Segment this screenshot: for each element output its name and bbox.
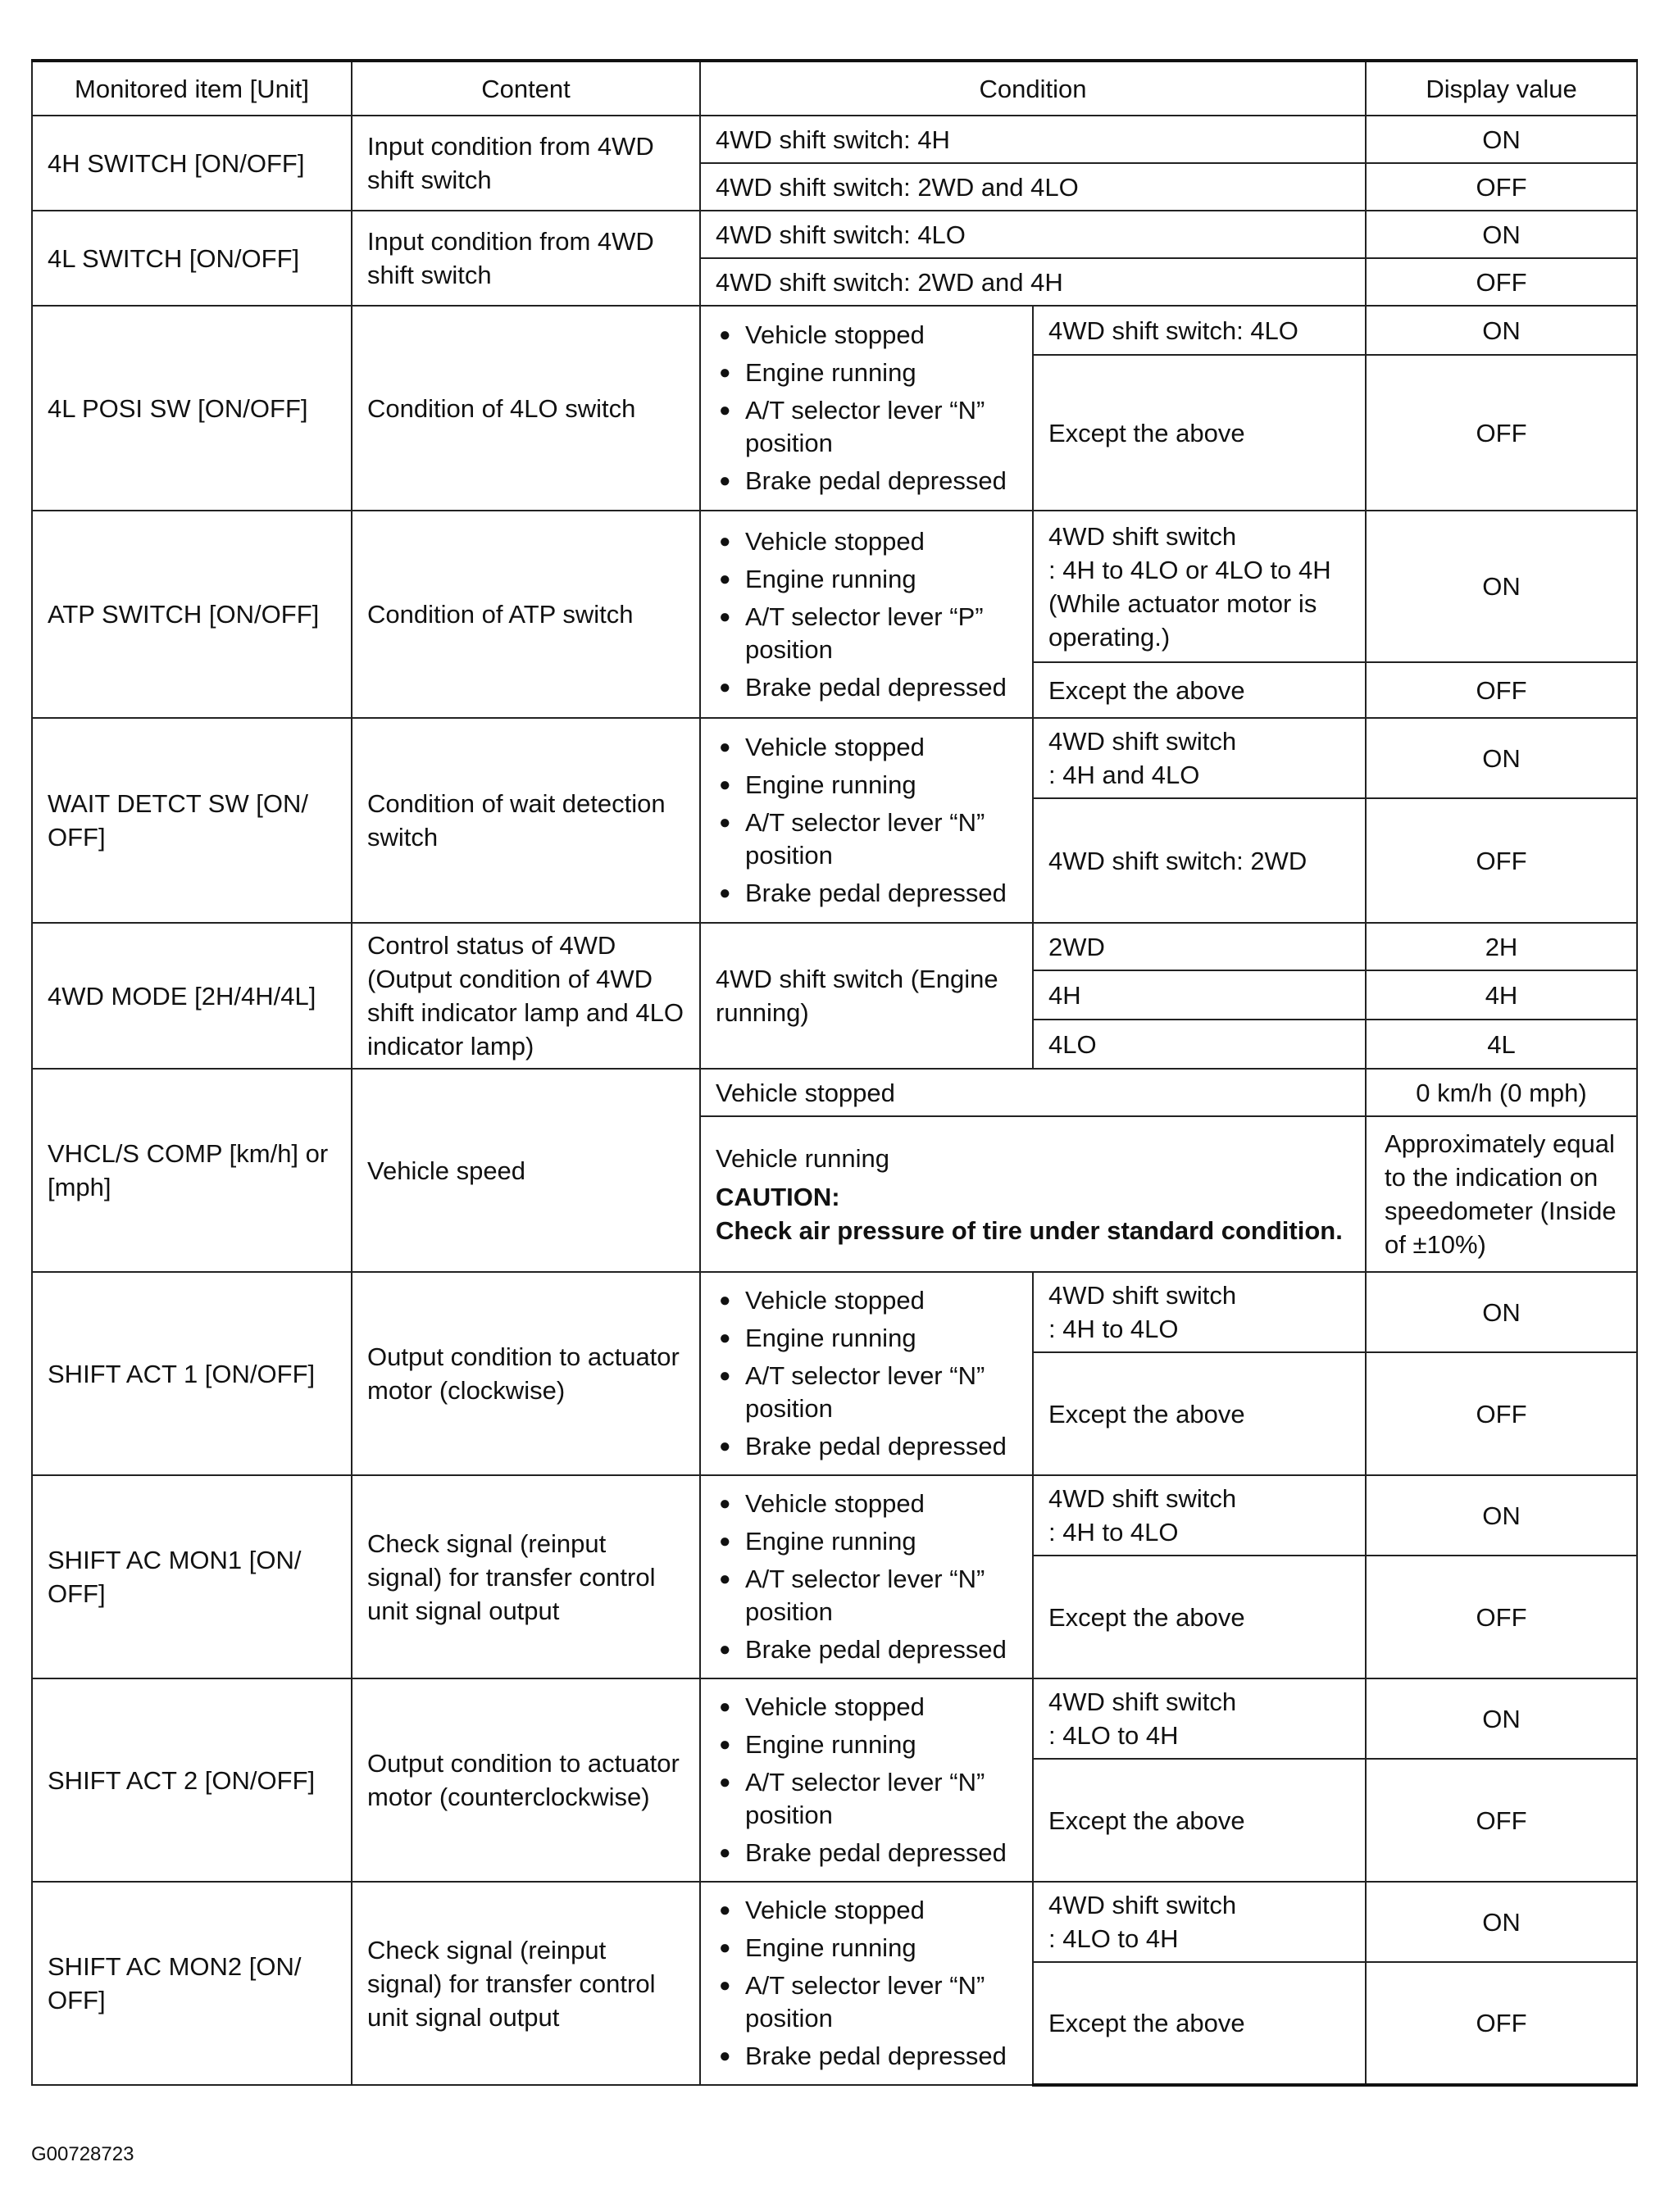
bullet-item: ● Vehicle stopped — [716, 525, 1017, 558]
content-cell: Check signal (reinput signal) for transfer control unit signal output — [352, 1475, 700, 1678]
sub-condition: Except the above — [1033, 662, 1366, 718]
display-value: ON — [1366, 1882, 1637, 1962]
header-display: Display value — [1366, 61, 1637, 116]
bullet-conditions — [700, 306, 1033, 511]
condition-cell: 4WD shift switch: 4H — [700, 116, 1366, 163]
item-cell: SHIFT AC MON1 [ON/ OFF] — [32, 1475, 352, 1678]
display-value: OFF — [1366, 662, 1637, 718]
display-value: OFF — [1366, 798, 1637, 923]
sub-line: : 4H to 4LO — [1048, 1315, 1179, 1343]
display-value: ON — [1366, 211, 1637, 258]
bullet-item: ● Vehicle stopped — [716, 1488, 1017, 1520]
bullet-item: ● Brake pedal depressed — [716, 1633, 1017, 1666]
display-value: 2H — [1366, 923, 1637, 970]
bullet-item: ● Vehicle stopped — [716, 1284, 1017, 1317]
display-value: OFF — [1366, 1759, 1637, 1882]
sub-condition — [1033, 1678, 1366, 1759]
sub-condition: Except the above — [1033, 355, 1366, 511]
sub-line: : 4H to 4LO or 4LO to 4H — [1048, 555, 1331, 584]
bullet-item: ● Brake pedal depressed — [716, 877, 1017, 910]
bullet-item: ● Brake pedal depressed — [716, 1430, 1017, 1463]
bullet-item: ● A/T selector lever “N” position — [716, 394, 1017, 460]
table-row — [32, 116, 1637, 163]
header-item: Monitored item [Unit] — [32, 61, 352, 116]
display-value: OFF — [1366, 1962, 1637, 2085]
content-cell: Output condition to actuator motor (counterclockwise) — [352, 1678, 700, 1882]
display-value: OFF — [1366, 1352, 1637, 1475]
display-value: ON — [1366, 116, 1637, 163]
sub-condition — [1033, 511, 1366, 662]
bullet-item: ● Vehicle stopped — [716, 319, 1017, 352]
sub-line: 4WD shift switch — [1048, 521, 1237, 551]
table-row — [32, 718, 1637, 798]
table-row — [32, 306, 1637, 355]
item-cell: 4WD MODE [2H/4H/4L] — [32, 923, 352, 1069]
sub-condition: 4WD shift switch: 4LO — [1033, 306, 1366, 355]
display-value: ON — [1366, 1272, 1637, 1352]
sub-condition — [1033, 718, 1366, 798]
sub-condition: Except the above — [1033, 1352, 1366, 1475]
item-cell: SHIFT ACT 2 [ON/OFF] — [32, 1678, 352, 1882]
bullet-conditions — [700, 511, 1033, 718]
sub-condition: Except the above — [1033, 1556, 1366, 1678]
bullet-item: ● Engine running — [716, 1525, 1017, 1558]
figure-id: G00728723 — [31, 2143, 134, 2165]
display-value: OFF — [1366, 258, 1637, 306]
content-cell: Input condition from 4WD shift switch — [352, 116, 700, 211]
display-value: ON — [1366, 306, 1637, 355]
item-cell: VHCL/S COMP [km/h] or [mph] — [32, 1069, 352, 1272]
condition-cell: 4WD shift switch: 2WD and 4H — [700, 258, 1366, 306]
table-row — [32, 211, 1637, 258]
display-value: Approximately equal to the indication on speedometer (Inside of ±10%) — [1366, 1116, 1637, 1272]
bullet-item: ● A/T selector lever “N” position — [716, 806, 1017, 872]
table-row — [32, 1475, 1637, 1556]
condition-cell: Vehicle stopped — [700, 1069, 1366, 1116]
table-row — [32, 923, 1637, 970]
display-value: OFF — [1366, 163, 1637, 211]
caution-text: Check air pressure of tire under standard condition. — [716, 1215, 1343, 1245]
item-cell: SHIFT ACT 1 [ON/OFF] — [32, 1272, 352, 1475]
table-row — [32, 511, 1637, 662]
content-cell: Check signal (reinput signal) for transfer control unit signal output — [352, 1882, 700, 2085]
sub-condition: 4LO — [1033, 1020, 1366, 1069]
display-value: 4L — [1366, 1020, 1637, 1069]
content-cell: Condition of ATP switch — [352, 511, 700, 718]
bullet-conditions — [700, 1475, 1033, 1678]
condition-cell: 4WD shift switch: 2WD and 4LO — [700, 163, 1366, 211]
content-cell: Vehicle speed — [352, 1069, 700, 1272]
sub-condition: Except the above — [1033, 1759, 1366, 1882]
bullet-item: ● A/T selector lever “P” position — [716, 601, 1017, 666]
item-cell: 4H SWITCH [ON/OFF] — [32, 116, 352, 211]
item-cell: 4L POSI SW [ON/OFF] — [32, 306, 352, 511]
sub-line: 4WD shift switch — [1048, 1891, 1237, 1919]
bullet-item: ● Engine running — [716, 357, 1017, 389]
bullet-item: ● Vehicle stopped — [716, 731, 1017, 764]
sub-condition: Except the above — [1033, 1962, 1366, 2085]
bullet-conditions — [700, 1882, 1033, 2085]
sub-condition — [1033, 1475, 1366, 1556]
sub-condition — [1033, 1882, 1366, 1962]
header-row — [32, 61, 1637, 116]
display-value: ON — [1366, 1475, 1637, 1556]
sub-line: 4WD shift switch — [1048, 1687, 1237, 1716]
sub-condition — [1033, 1272, 1366, 1352]
content-cell: Input condition from 4WD shift switch — [352, 211, 700, 306]
table-row — [32, 1882, 1637, 1962]
bullet-item: ● Engine running — [716, 563, 1017, 596]
display-value: 0 km/h (0 mph) — [1366, 1069, 1637, 1116]
bullet-conditions — [700, 1272, 1033, 1475]
bullet-item: ● Brake pedal depressed — [716, 2040, 1017, 2073]
item-cell: SHIFT AC MON2 [ON/ OFF] — [32, 1882, 352, 2085]
sub-condition: 4H — [1033, 970, 1366, 1020]
sub-line: 4WD shift switch — [1048, 1484, 1237, 1513]
header-content: Content — [352, 61, 700, 116]
display-value: ON — [1366, 718, 1637, 798]
content-cell: Condition of wait detection switch — [352, 718, 700, 923]
bullet-item: ● Brake pedal depressed — [716, 465, 1017, 497]
sub-condition: 2WD — [1033, 923, 1366, 970]
bullet-item: ● Engine running — [716, 1322, 1017, 1355]
monitor-table — [31, 59, 1638, 2087]
sub-line: (While actuator motor is operating.) — [1048, 588, 1317, 652]
header-condition: Condition — [700, 61, 1366, 116]
condition-cell — [700, 1116, 1366, 1272]
display-value: ON — [1366, 1678, 1637, 1759]
bullet-item: ● A/T selector lever “N” position — [716, 1360, 1017, 1425]
condition-running: Vehicle running — [716, 1143, 889, 1173]
condition-cell: 4WD shift switch: 4LO — [700, 211, 1366, 258]
bullet-item: ● A/T selector lever “N” position — [716, 1766, 1017, 1832]
display-value: OFF — [1366, 355, 1637, 511]
sub-line: : 4LO to 4H — [1048, 1721, 1179, 1750]
condition-cell: 4WD shift switch (Engine running) — [700, 923, 1033, 1069]
content-cell: Condition of 4LO switch — [352, 306, 700, 511]
bullet-item: ● Vehicle stopped — [716, 1894, 1017, 1927]
bullet-item: ● Engine running — [716, 1932, 1017, 1964]
item-cell: 4L SWITCH [ON/OFF] — [32, 211, 352, 306]
display-value: 4H — [1366, 970, 1637, 1020]
sub-line: : 4H to 4LO — [1048, 1518, 1179, 1547]
sub-condition: 4WD shift switch: 2WD — [1033, 798, 1366, 923]
table-row — [32, 1678, 1637, 1759]
bullet-item: ● Engine running — [716, 1728, 1017, 1761]
bullet-item: ● A/T selector lever “N” position — [716, 1969, 1017, 2035]
sub-line: : 4LO to 4H — [1048, 1924, 1179, 1953]
bullet-item: ● A/T selector lever “N” position — [716, 1563, 1017, 1628]
sub-line: 4WD shift switch — [1048, 1281, 1237, 1310]
content-cell: Control status of 4WD (Output condition of 4WD shift indicator lamp and 4LO indicator lamp) — [352, 923, 700, 1069]
caution-title: CAUTION: — [716, 1182, 840, 1211]
display-value: ON — [1366, 511, 1637, 662]
sub-line: : 4H and 4LO — [1048, 761, 1200, 789]
item-cell: ATP SWITCH [ON/OFF] — [32, 511, 352, 718]
bullet-item: ● Vehicle stopped — [716, 1691, 1017, 1724]
sub-line: 4WD shift switch — [1048, 727, 1237, 756]
table-row — [32, 1272, 1637, 1352]
table-row — [32, 1069, 1637, 1116]
display-value: OFF — [1366, 1556, 1637, 1678]
content-cell: Output condition to actuator motor (clockwise) — [352, 1272, 700, 1475]
bullet-item: ● Engine running — [716, 769, 1017, 802]
item-cell: WAIT DETCT SW [ON/ OFF] — [32, 718, 352, 923]
bullet-conditions — [700, 718, 1033, 923]
bullet-item: ● Brake pedal depressed — [716, 1837, 1017, 1869]
bullet-item: ● Brake pedal depressed — [716, 671, 1017, 704]
bullet-conditions — [700, 1678, 1033, 1882]
